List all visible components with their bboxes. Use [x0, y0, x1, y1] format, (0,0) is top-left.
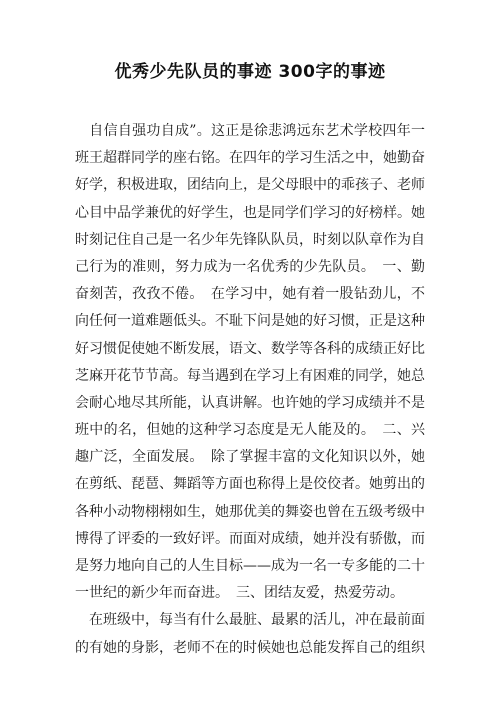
text-line: 班王超群同学的座右铭。在四年的学习生活之中，她勤奋 [75, 150, 425, 167]
text-line: 芝麻开花节节高。每当遇到在学习上有困难的同学，她总 [75, 367, 425, 384]
text-line: 一世纪的新少年而奋进。 三、团结友爱，热爱劳动。 [75, 585, 404, 602]
text-line: 各种小动物栩栩如生，她那优美的舞姿也曾在五级考级中 [75, 503, 425, 520]
text-line: 心目中品学兼优的好学生，也是同学们学习的好榜样。她 [75, 204, 425, 221]
text-line: 自信自强功自成”。这正是徐悲鸿远东艺术学校四年一 [75, 123, 425, 139]
text-line: 在剪纸、琵琶、舞蹈等方面也称得上是佼佼者。她剪出的 [75, 476, 425, 493]
text-line: 会耐心地尽其所能，认真讲解。也许她的学习成绩并不是 [75, 394, 425, 411]
text-line: 好习惯促使她不断发展，语文、数学等各科的成绩正好比 [75, 340, 425, 357]
text-line: 向任何一道难题低头。不耻下问是她的好习惯，正是这种 [75, 313, 425, 330]
text-line: 己行为的准则，努力成为一名优秀的少先队员。 一、勤 [75, 258, 425, 275]
text-line: 博得了评委的一致好评。而面对成绩，她并没有骄傲，而 [75, 530, 425, 547]
text-line: 趣广泛，全面发展。 除了掌握丰富的文化知识以外，她 [75, 449, 425, 466]
text-line: 是努力地向自己的人生目标——成为一名一专多能的二十 [75, 558, 425, 574]
text-line: 奋刻苦，孜孜不倦。 在学习中，她有着一股钻劲儿，不 [75, 286, 425, 303]
page-title: 优秀少先队员的事迹 300字的事迹 [114, 62, 386, 82]
body-text [75, 118, 425, 662]
text-line: 的有她的身影，老师不在的时候她也总能发挥自己的组织 [75, 639, 425, 656]
text-line: 时刻记住自己是一名少年先锋队队员，时刻以队章作为自 [75, 231, 425, 248]
text-line: 班中的名，但她的这种学习态度是无人能及的。 二、兴 [75, 422, 425, 439]
text-line: 好学，积极进取，团结向上，是父母眼中的乖孩子、老师 [75, 177, 425, 194]
text-line: 在班级中，每当有什么最脏、最累的活儿，冲在最前面 [75, 612, 425, 629]
